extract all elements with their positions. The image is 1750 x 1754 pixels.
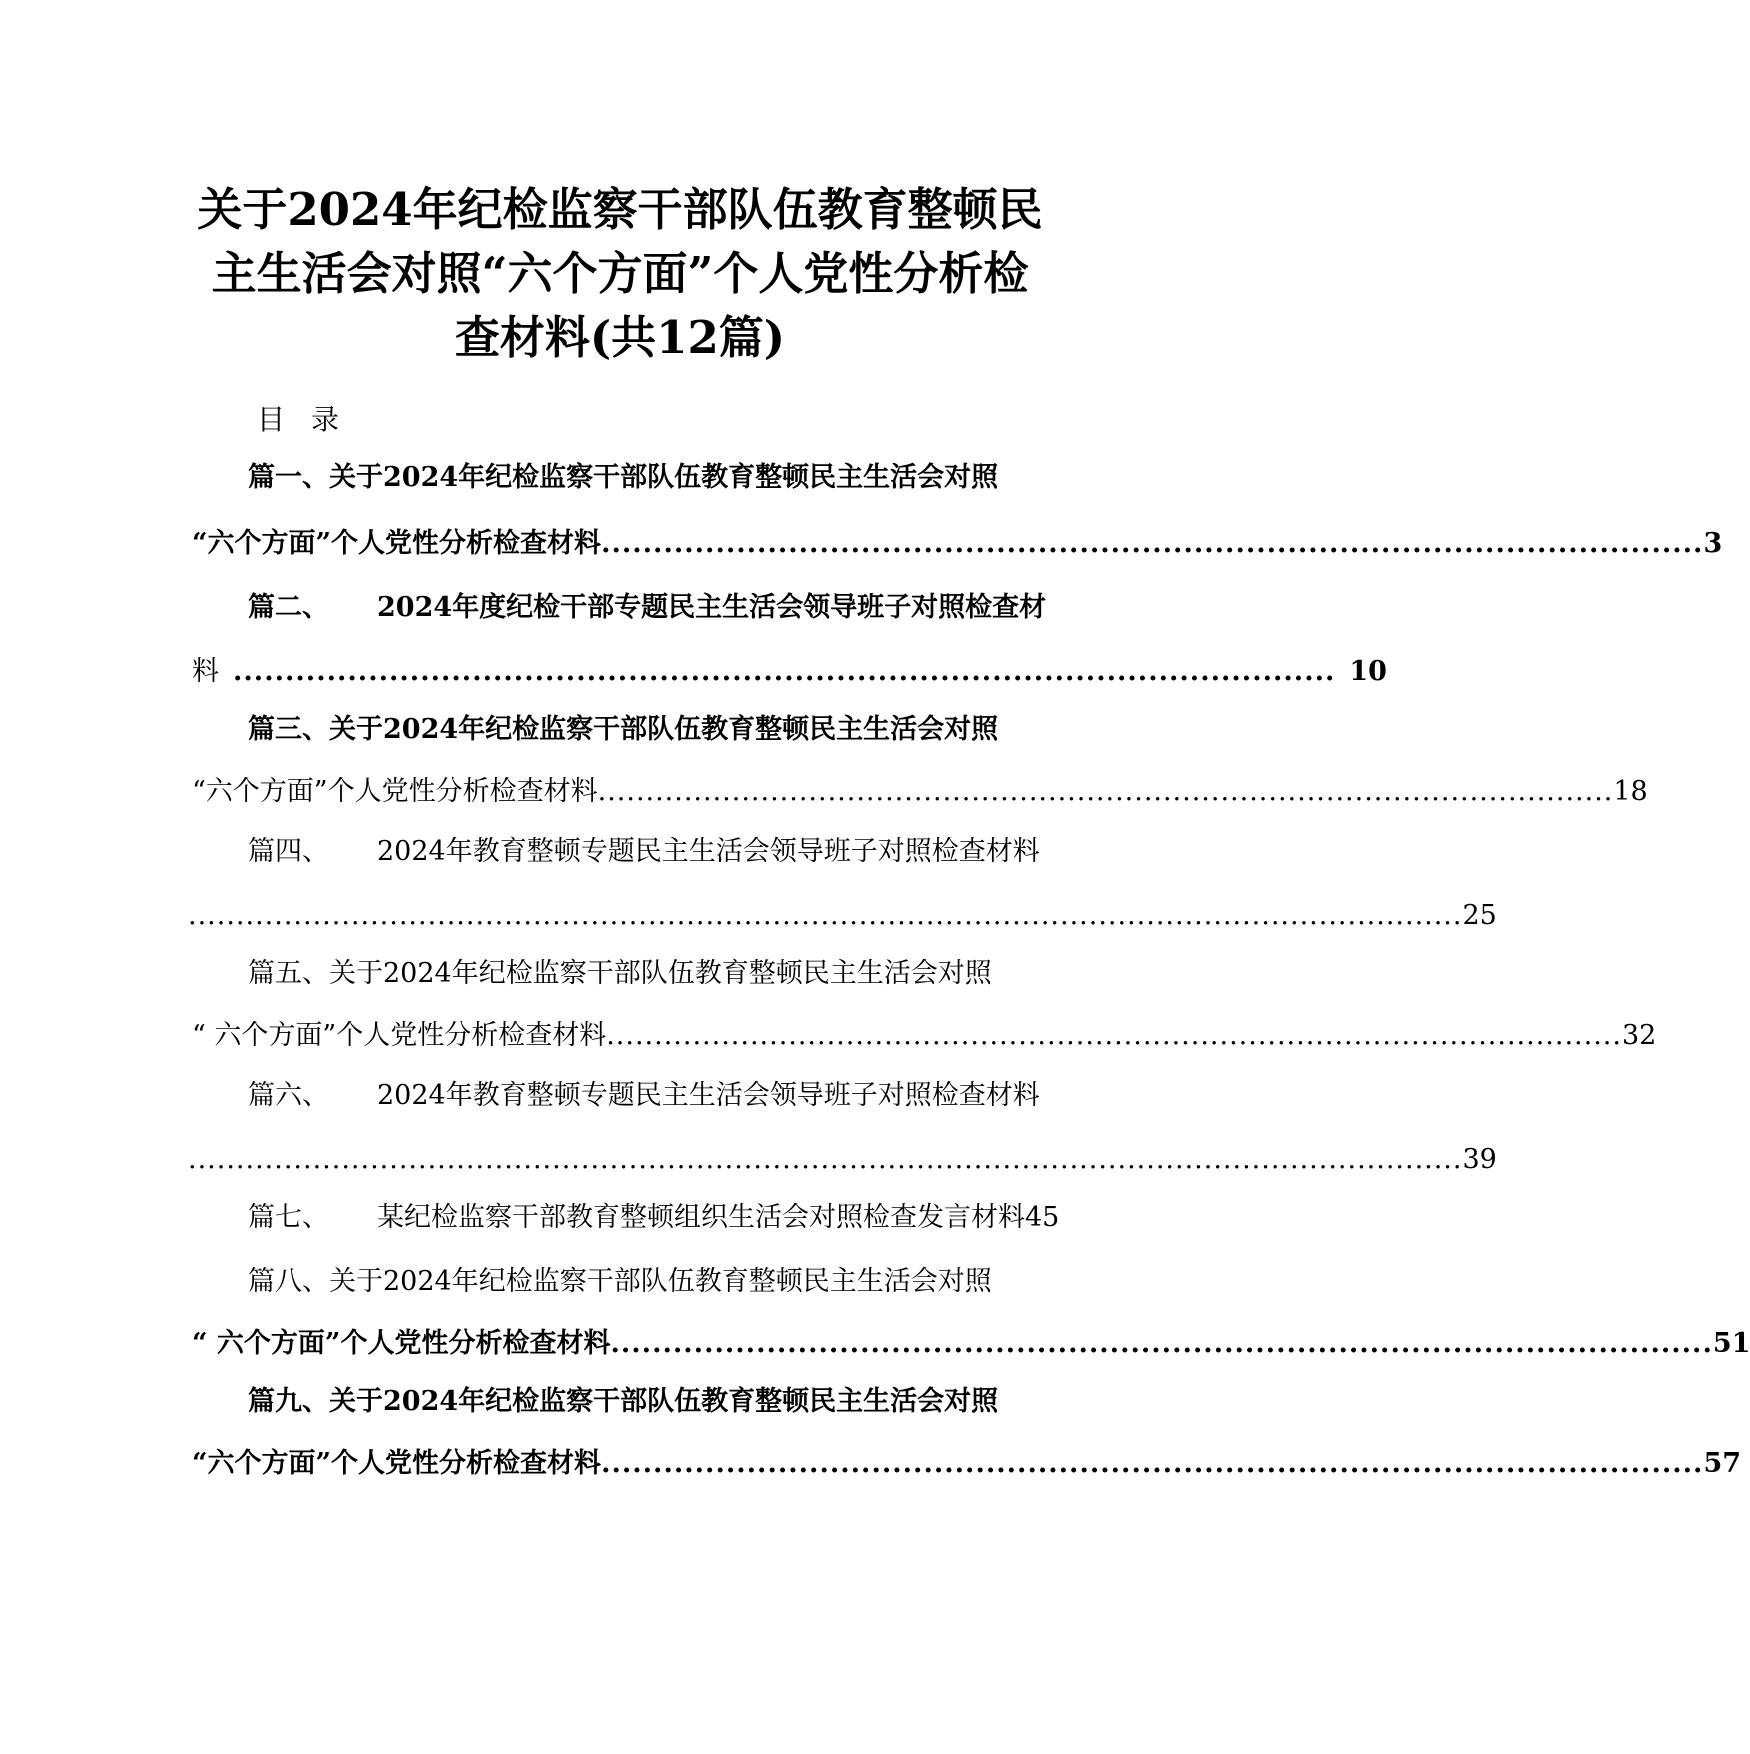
toc-entry-4-line-2[interactable]	[188, 898, 1497, 934]
document-title	[150, 178, 1090, 370]
toc-entry-3-line-1[interactable]	[248, 712, 1048, 748]
toc-entry-5-text-cont: “ 六个方面”个人党性分析检查材料	[192, 1020, 607, 1051]
toc-entry-1-text: 关于2024年纪检监察干部队伍教育整顿民主生活会对照	[329, 462, 999, 493]
toc-entry-2-prefix: 篇二、	[248, 592, 329, 623]
title-line-2: 主生活会对照“六个方面”个人党性分析检	[211, 247, 1029, 300]
toc-entry-1-leader: ..........................................................................................................	[601, 528, 1704, 559]
toc-entry-9-line-2[interactable]	[192, 1446, 1742, 1482]
toc-entry-5-line-2[interactable]	[192, 1018, 1657, 1054]
toc-entry-6-page: 39	[1462, 1144, 1497, 1175]
toc-entry-1-line-2[interactable]	[192, 526, 1723, 562]
toc-entry-4-text: 2024年教育整顿专题民主生活会领导班子对照检查材料	[377, 836, 1040, 867]
toc-entry-9-line-1[interactable]	[248, 1384, 1048, 1420]
toc-entry-7-text: 某纪检监察干部教育整顿组织生活会对照检查发言材料	[377, 1202, 1025, 1233]
toc-entry-6-line-2[interactable]	[188, 1142, 1497, 1178]
toc-entry-7-page: 45	[1025, 1202, 1060, 1233]
toc-entry-8-leader: ..........................................................................................................	[610, 1328, 1713, 1359]
toc-entry-5-page: 32	[1621, 1020, 1657, 1051]
toc-entry-4-prefix: 篇四、	[248, 836, 329, 867]
toc-entry-2-text: 2024年度纪检干部专题民主生活会领导班子对照检查材	[377, 592, 1047, 623]
toc-entry-9-prefix: 篇九、	[248, 1386, 329, 1417]
toc-entry-3-text-cont: “六个方面”个人党性分析检查材料	[192, 776, 598, 807]
toc-entry-8-line-2[interactable]	[192, 1326, 1750, 1362]
toc-heading: 目录	[257, 403, 366, 436]
toc-entry-4-leader: .....................................................................................................................................	[188, 900, 1463, 931]
toc-entry-1-page: 3	[1703, 528, 1723, 559]
toc-entry-9-text: 关于2024年纪检监察干部队伍教育整顿民主生活会对照	[329, 1386, 999, 1417]
toc-entry-1-line-1[interactable]	[248, 460, 1048, 496]
toc-entry-3-page: 18	[1613, 776, 1648, 807]
toc-entry-8-prefix: 篇八、	[248, 1266, 329, 1297]
toc-entry-2-line-1[interactable]	[248, 590, 1048, 626]
toc-entry-5-prefix: 篇五、	[248, 958, 329, 989]
toc-entry-1-text-cont: “六个方面”个人党性分析检查材料	[192, 528, 602, 559]
toc-entry-7-prefix: 篇七、	[248, 1202, 329, 1233]
toc-entry-1-prefix: 篇一、	[248, 462, 329, 493]
toc-entry-6-text: 2024年教育整顿专题民主生活会领导班子对照检查材料	[377, 1080, 1040, 1111]
toc-entry-8-line-1[interactable]	[248, 1264, 1078, 1300]
toc-entry-2-leader: ..........................................................................................................	[233, 656, 1336, 687]
toc-entry-6-leader: .....................................................................................................................................	[188, 1144, 1463, 1175]
toc-entry-8-text-cont: “ 六个方面”个人党性分析检查材料	[192, 1328, 611, 1359]
toc-entry-2-page: 10	[1349, 656, 1387, 687]
toc-entry-9-page: 57	[1703, 1448, 1742, 1479]
title-line-1: 关于2024年纪检监察干部队伍教育整顿民	[197, 183, 1043, 236]
toc-entry-5-leader: ..........................................................................................................	[606, 1020, 1622, 1051]
toc-entry-7-line-1[interactable]	[248, 1200, 1093, 1236]
toc-entry-5-line-1[interactable]	[248, 956, 1078, 992]
title-line-3: 查材料(共12篇)	[454, 311, 786, 364]
toc-entry-4-line-1[interactable]	[248, 834, 1078, 870]
toc-entry-3-line-2[interactable]	[192, 774, 1648, 810]
toc-entry-6-prefix: 篇六、	[248, 1080, 329, 1111]
toc-entry-4-page: 25	[1462, 900, 1497, 931]
toc-entry-8-text: 关于2024年纪检监察干部队伍教育整顿民主生活会对照	[329, 1266, 992, 1297]
toc-entry-3-prefix: 篇三、	[248, 714, 329, 745]
toc-entry-9-leader: ..........................................................................................................	[601, 1448, 1704, 1479]
toc-entry-2-text-cont: 料	[192, 656, 219, 687]
toc-entry-6-line-1[interactable]	[248, 1078, 1078, 1114]
toc-entry-3-leader: ..........................................................................................................	[597, 776, 1614, 807]
toc-entry-2-line-2[interactable]	[192, 654, 1387, 690]
toc-entry-9-text-cont: “六个方面”个人党性分析检查材料	[192, 1448, 602, 1479]
toc-entry-8-page: 51	[1712, 1328, 1750, 1359]
toc-entry-5-text: 关于2024年纪检监察干部队伍教育整顿民主生活会对照	[329, 958, 992, 989]
toc-entry-3-text: 关于2024年纪检监察干部队伍教育整顿民主生活会对照	[329, 714, 999, 745]
